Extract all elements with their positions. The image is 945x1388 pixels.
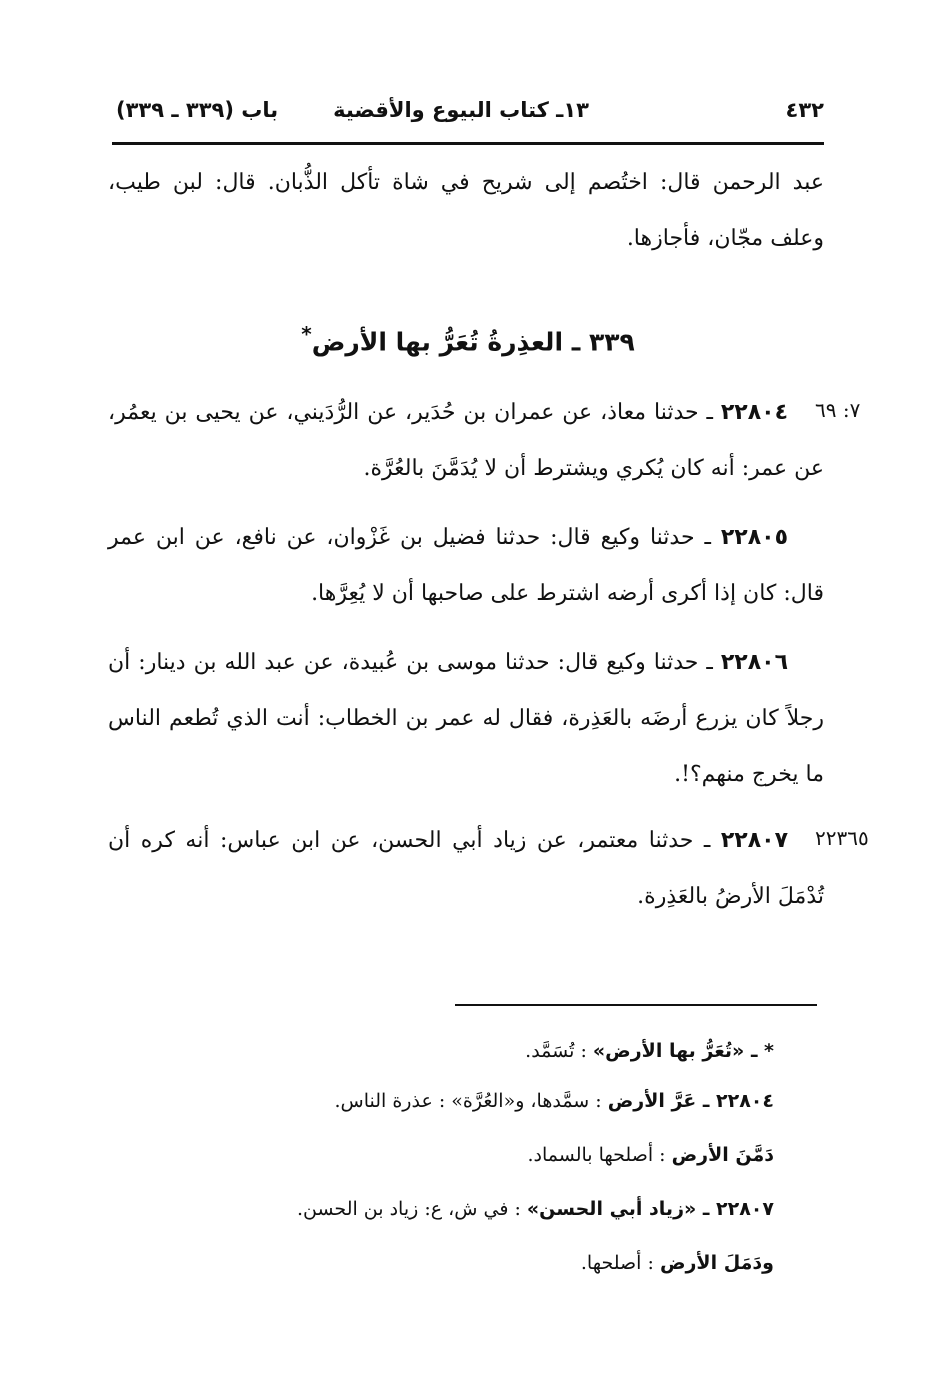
section-title (112, 312, 824, 364)
footnote-lead: ودَمَلَ الأرض (659, 1252, 774, 1274)
footnote-text: : تُسَمَّد. (525, 1040, 587, 1062)
section-title-star: * (301, 322, 312, 346)
running-header (112, 92, 824, 132)
footnote (297, 1194, 774, 1224)
hadith-paragraph (108, 510, 824, 622)
hadith-text: ـ حدثنا معتمر، عن زياد أبي الحسن، عن ابن عباس: أنه كره أن تُدْمَلَ الأرضُ بالعَذِرة. (108, 828, 824, 909)
footnote-text: : سمَّدها، و«العُرَّة» : عذرة الناس. (334, 1090, 602, 1112)
footnote (581, 1248, 774, 1278)
hadith-number: ٢٢٨٠٤ (720, 400, 788, 425)
hadith-number: ٢٢٨٠٥ (720, 525, 788, 550)
footnote-text: : في ش، ع: زياد بن الحسن. (296, 1198, 521, 1220)
hadith-text: ـ حدثنا وكيع قال: حدثنا موسى بن عُبيدة، عن عبد الله بن دينار: أن رجلاً كان يزرع أرضَه بالعَذِرة، فقال له عمر بن الخطاب: أنت الذي تُطعم الناس ما يخرج منهم؟!. (108, 650, 824, 787)
hadith-number: ٢٢٨٠٦ (720, 650, 789, 675)
hadith-number: ٢٢٨٠٧ (720, 828, 788, 853)
hadith-text: ـ حدثنا معاذ، عن عمران بن حُدَير، عن الرُّدَيني، عن يحيى بن يعمُر، عن عمر: أنه كان يُكري ويشترط أن لا يُدَمَّنَ بالعُرَّة. (108, 400, 824, 481)
section-title-text: ٣٣٩ ـ العذِرةُ تُعَرُّ بها الأرض (311, 327, 635, 357)
hadith-paragraph (108, 385, 824, 497)
footnote-lead: ٢٢٨٠٧ ـ «زياد أبي الحسن» (526, 1198, 774, 1220)
book-title: ١٣ـ كتاب البيوع والأقضية (333, 98, 589, 122)
hadith-paragraph (108, 813, 824, 925)
page-number: ٤٣٢ (785, 98, 824, 122)
chapter-range: باب (٣٣٩ ـ ٣٣٩) (116, 98, 279, 122)
footnote-lead: دَمَّنَ الأرض (671, 1144, 774, 1166)
hadith-text: ـ حدثنا وكيع قال: حدثنا فضيل بن غَزْوان، عن نافع، عن ابن عمر قال: كان إذا أكرى أرضه اشترط على صاحبها أن لا يُعِرَّها. (108, 525, 824, 606)
intro-paragraph: عبد الرحمن قال: اختُصم إلى شريح في شاة تأكل الذُّبان. قال: لبن طيب، وعلف مجّان، فأجازها. (108, 170, 824, 251)
footnote (527, 1140, 774, 1170)
footnote-lead: * ـ «تُعَرُّ بها الأرض» (592, 1040, 774, 1062)
margin-reference: ٧: ٦٩ (815, 398, 861, 422)
footnote-text: : أصلحها. (580, 1252, 654, 1274)
footnote-lead: ٢٢٨٠٤ ـ عَرَّ الأرض (607, 1090, 774, 1112)
footnote (334, 1086, 774, 1116)
margin-reference: ٢٢٣٦٥ (815, 826, 869, 850)
footnote (525, 1036, 774, 1066)
hadith-paragraph (108, 635, 824, 803)
footnote-rule (455, 1004, 817, 1006)
footnote-text: : أصلحها بالسماد. (527, 1144, 666, 1166)
header-rule (112, 142, 824, 145)
